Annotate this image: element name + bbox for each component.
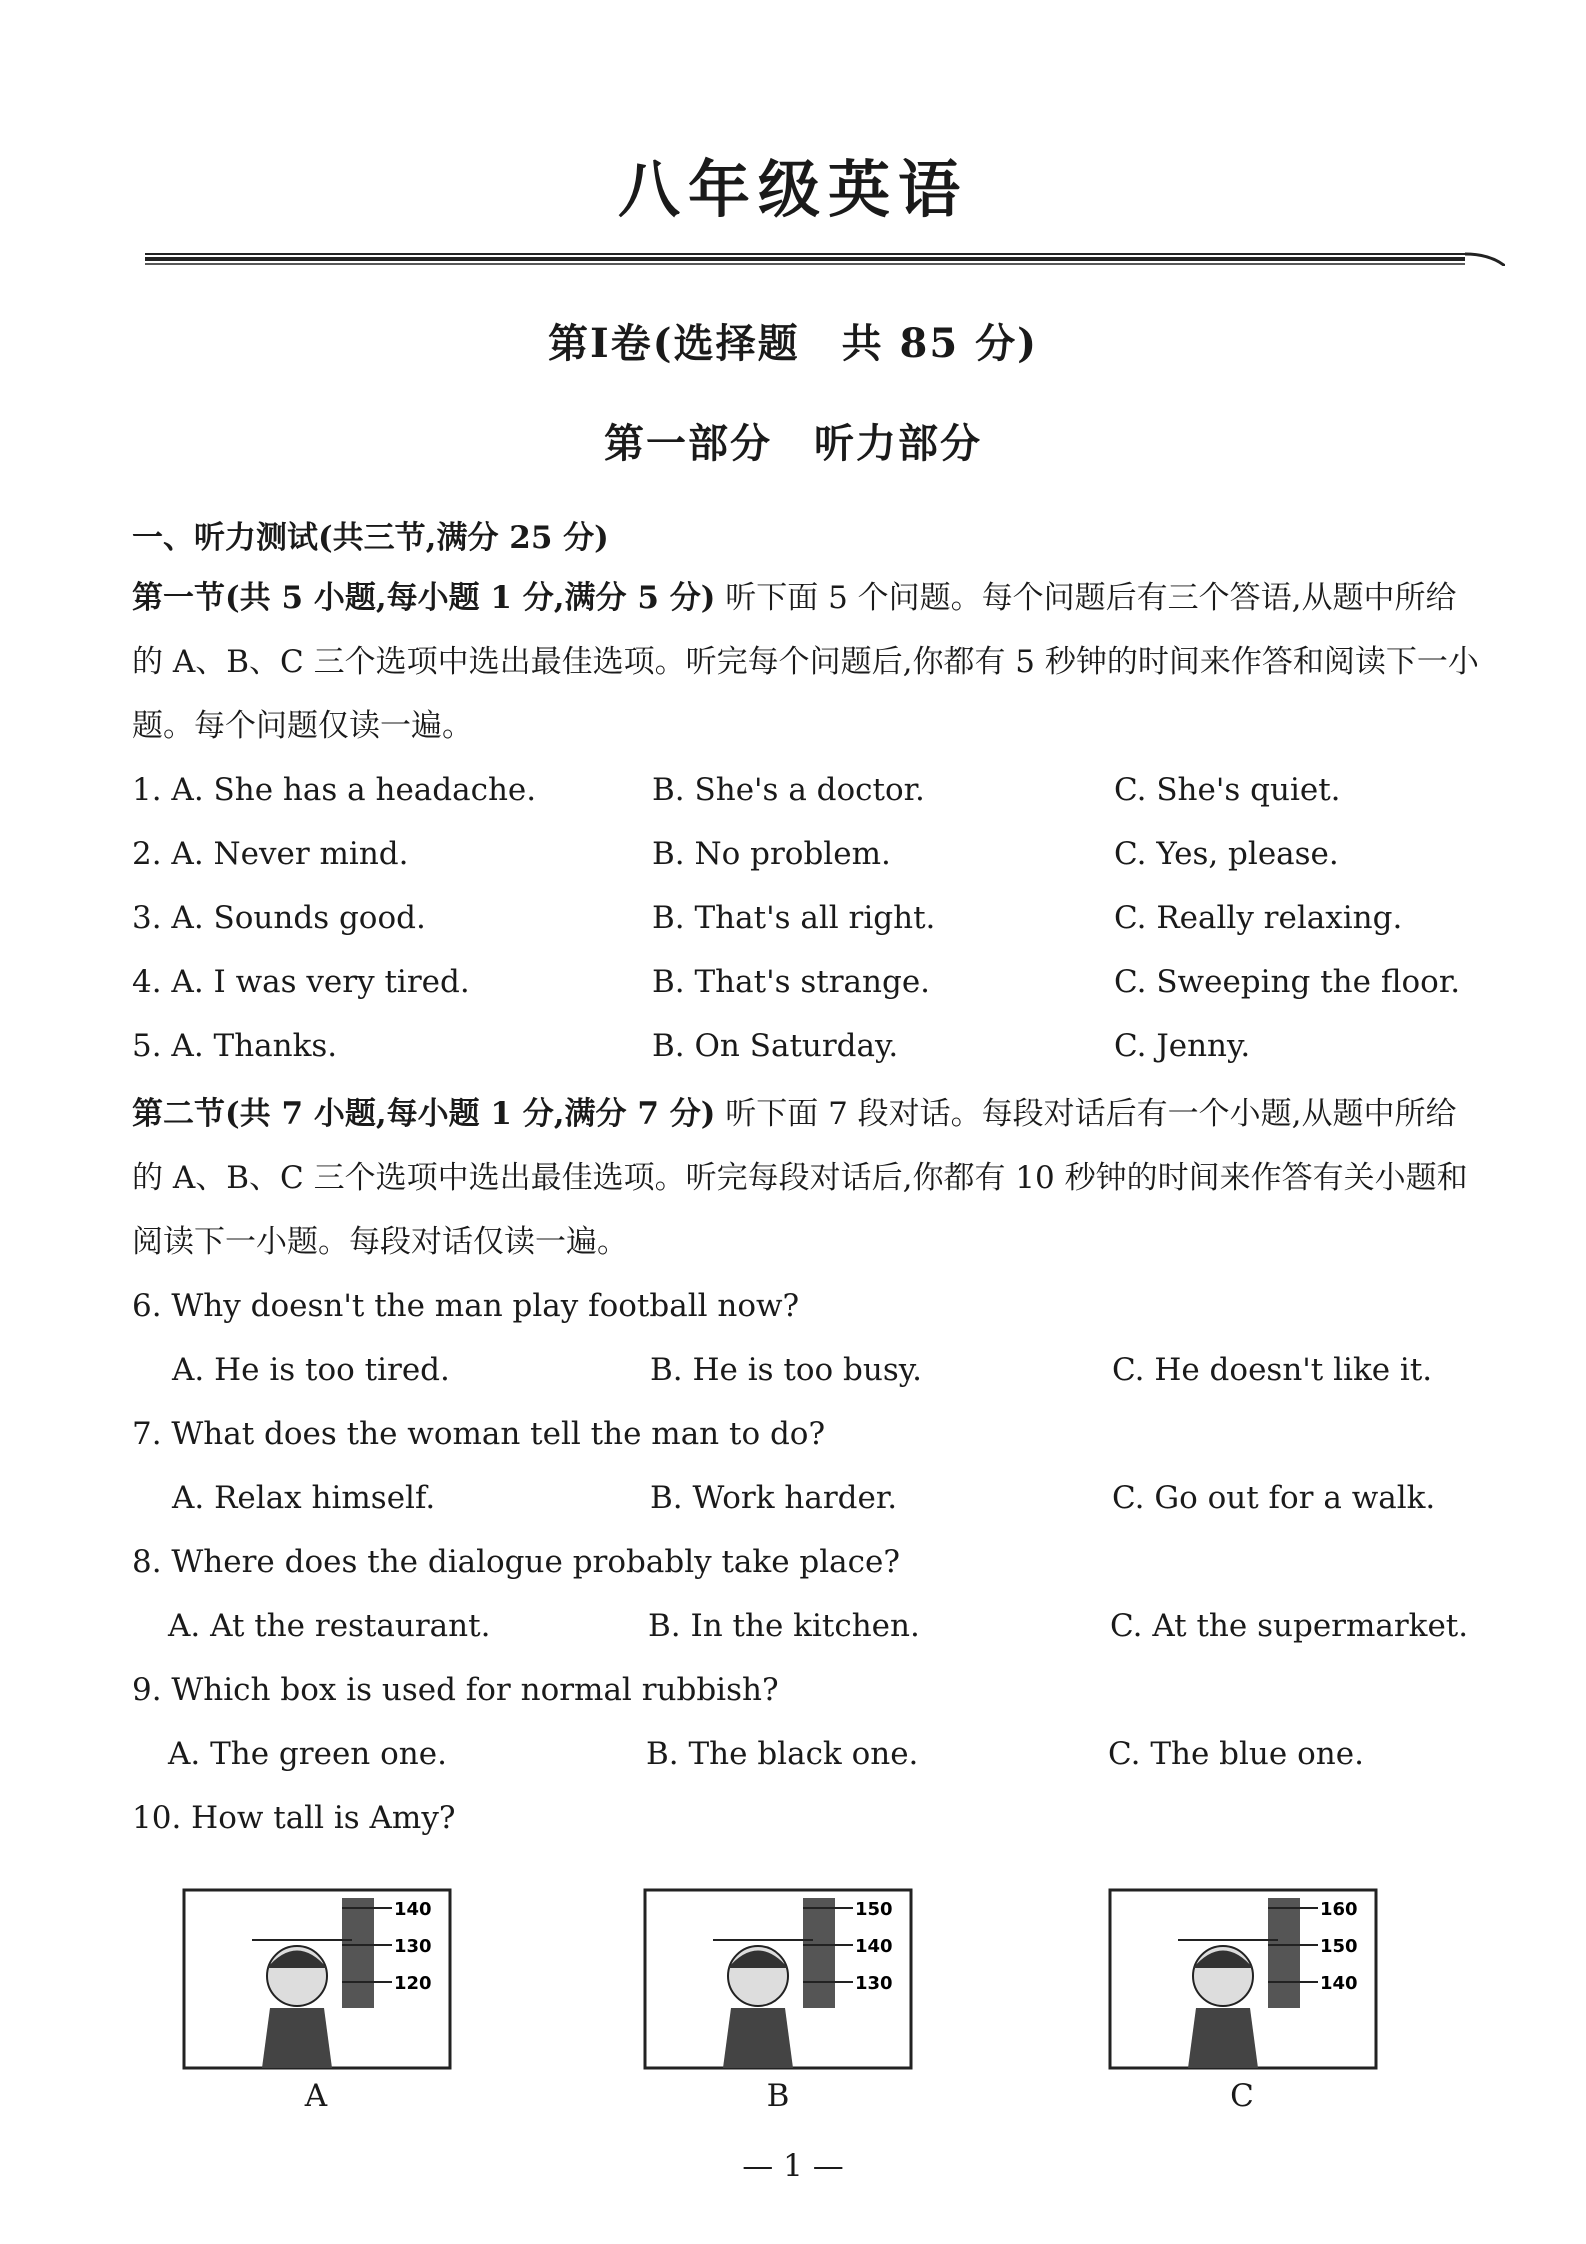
option-c: C. Sweeping the floor. xyxy=(1114,964,1461,1000)
option-b: B. On Saturday. xyxy=(652,1028,899,1064)
option-a: A. The green one. xyxy=(168,1736,447,1772)
question-stem: 6. Why doesn't the man play football now? xyxy=(132,1288,800,1324)
question-row xyxy=(132,1480,1522,1524)
height-figure-c xyxy=(1108,1888,1378,2070)
tick-label: 140 xyxy=(394,1899,432,1920)
option-b: B. That's strange. xyxy=(652,964,931,1000)
tick-label: 120 xyxy=(394,1973,432,1994)
option-a: A. He is too tired. xyxy=(172,1352,450,1388)
figure-label-b: B xyxy=(766,2078,790,2114)
height-figure-a xyxy=(182,1888,452,2070)
instruction-line: 的 A、B、C 三个选项中选出最佳选项。听完每个问题后,你都有 5 秒钟的时间来作答和阅读下一小 xyxy=(132,644,1479,680)
question-row xyxy=(132,836,1522,880)
tick-label: 130 xyxy=(394,1936,432,1957)
option-c: C. She's quiet. xyxy=(1114,772,1341,808)
figure-label-a: A xyxy=(304,2078,328,2114)
option-c: C. The blue one. xyxy=(1108,1736,1364,1772)
option-c: C. At the supermarket. xyxy=(1110,1608,1469,1644)
option-b: B. The black one. xyxy=(646,1736,919,1772)
instruction-line: 第一节(共 5 小题,每小题 1 分,满分 5 分) 听下面 5 个问题。每个问题后有三个答语,从题中所给 xyxy=(132,580,1457,616)
question-stem: 7. What does the woman tell the man to do? xyxy=(132,1416,826,1452)
figure-label-c: C xyxy=(1230,2078,1254,2114)
tick-label: 160 xyxy=(1320,1899,1358,1920)
page-number: — 1 — xyxy=(742,2148,844,2184)
option-b: B. Work harder. xyxy=(650,1480,898,1516)
instruction-line: 阅读下一小题。每段对话仅读一遍。 xyxy=(132,1224,628,1260)
option-c: C. Yes, please. xyxy=(1114,836,1339,872)
tick-label: 150 xyxy=(855,1899,893,1920)
question-row xyxy=(132,964,1522,1008)
tick-label: 130 xyxy=(855,1973,893,1994)
option-b: B. That's all right. xyxy=(652,900,936,936)
question-row xyxy=(132,1608,1522,1652)
part1-instructions xyxy=(132,566,1522,758)
tick-label: 140 xyxy=(855,1936,893,1957)
instruction-line: 第二节(共 7 小题,每小题 1 分,满分 7 分) 听下面 7 段对话。每段对话后有一个小题,从题中所给 xyxy=(132,1096,1457,1132)
part1-lead: 第一节(共 5 小题,每小题 1 分,满分 5 分) xyxy=(132,580,716,616)
section-heading: 一、听力测试(共三节,满分 25 分) xyxy=(132,520,609,556)
instruction-line: 的 A、B、C 三个选项中选出最佳选项。听完每段对话后,你都有 10 秒钟的时间来作答有关小题和 xyxy=(132,1160,1468,1196)
option-c: C. Go out for a walk. xyxy=(1112,1480,1436,1516)
question-stem: 9. Which box is used for normal rubbish? xyxy=(132,1672,779,1708)
option-a: 2. A. Never mind. xyxy=(132,836,409,872)
option-a: 4. A. I was very tired. xyxy=(132,964,470,1000)
part-title: 第一部分 听力部分 xyxy=(604,420,982,467)
question-row xyxy=(132,1736,1522,1780)
tick-label: 140 xyxy=(1320,1973,1358,1994)
option-c: C. He doesn't like it. xyxy=(1112,1352,1433,1388)
volume-title: 第Ⅰ卷(选择题 共 85 分) xyxy=(547,320,1039,367)
option-b: B. He is too busy. xyxy=(650,1352,923,1388)
question-row xyxy=(132,900,1522,944)
part2-instructions xyxy=(132,1082,1522,1274)
title-rule xyxy=(145,252,1505,266)
option-a: A. Relax himself. xyxy=(172,1480,436,1516)
question-stem: 8. Where does the dialogue probably take place? xyxy=(132,1544,900,1580)
question-row xyxy=(132,772,1522,816)
question-row xyxy=(132,1352,1522,1396)
option-a: 1. A. She has a headache. xyxy=(132,772,537,808)
option-c: C. Really relaxing. xyxy=(1114,900,1403,936)
option-b: B. In the kitchen. xyxy=(648,1608,920,1644)
option-b: B. No problem. xyxy=(652,836,891,872)
option-a: A. At the restaurant. xyxy=(168,1608,491,1644)
question-row xyxy=(132,1028,1522,1072)
option-b: B. She's a doctor. xyxy=(652,772,925,808)
option-c: C. Jenny. xyxy=(1114,1028,1251,1064)
exam-title: 八年级英语 xyxy=(617,153,968,226)
question-stem: 10. How tall is Amy? xyxy=(132,1800,456,1836)
option-a: 5. A. Thanks. xyxy=(132,1028,338,1064)
tick-label: 150 xyxy=(1320,1936,1358,1957)
part2-lead: 第二节(共 7 小题,每小题 1 分,满分 7 分) xyxy=(132,1096,716,1132)
instruction-line: 题。每个问题仅读一遍。 xyxy=(132,708,473,744)
height-figure-b xyxy=(643,1888,913,2070)
option-a: 3. A. Sounds good. xyxy=(132,900,426,936)
